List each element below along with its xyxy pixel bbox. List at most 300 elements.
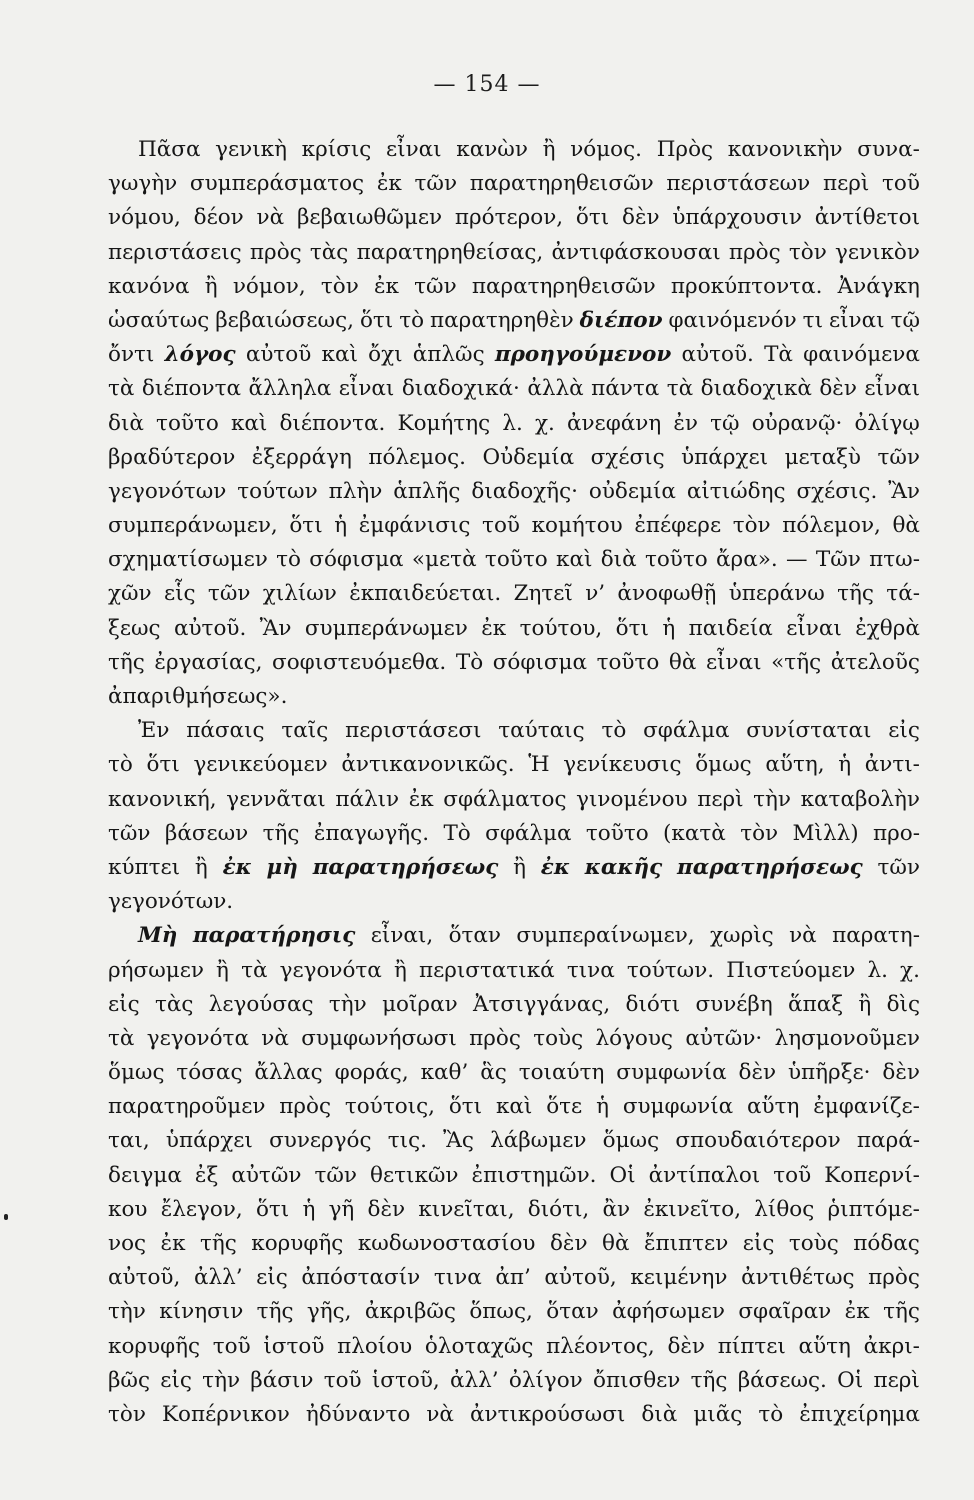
word: τις. [387, 1128, 427, 1154]
word: ἀντίπαλοι [648, 1162, 761, 1188]
word: ἐπιστημῶν. [471, 1162, 597, 1188]
word: διαδοχικὰ [700, 376, 812, 402]
word: αὐτῶν· [685, 1025, 763, 1051]
word: πλέοντος, [546, 1333, 655, 1359]
word: ἐκ [481, 615, 507, 641]
word: ἱστοῦ, [371, 1367, 440, 1393]
word: λάβωμεν [490, 1128, 587, 1154]
word: πρὸς [868, 1265, 920, 1291]
word: ταύταις [498, 718, 585, 744]
word: γεγονότα [146, 1025, 249, 1051]
word: τὸν [788, 239, 827, 265]
text-line [108, 577, 920, 611]
word: τῶν [877, 444, 920, 470]
word: συνίσταται [746, 718, 872, 744]
word: παρατηρήσεως [677, 854, 863, 880]
word: τὴν [202, 1367, 241, 1393]
word: τῶν [414, 273, 457, 299]
word: τόσας [176, 1060, 243, 1086]
word: Οὐδεμία [482, 444, 575, 470]
word: δὲν [667, 1333, 706, 1359]
word: παρά- [856, 1128, 920, 1154]
text-line [108, 236, 920, 270]
word: προ- [873, 820, 920, 846]
word: λ. [502, 410, 523, 436]
word: ἃς [480, 1060, 507, 1086]
word: τῶν [414, 171, 458, 197]
word: φαινόμενα [803, 342, 920, 368]
word: νος [108, 1231, 147, 1256]
word: αὐτοῦ [245, 342, 312, 368]
word: τὰ [666, 376, 694, 402]
word: πρὸς [728, 239, 781, 265]
word: ὅτι [146, 752, 180, 778]
word: συνέβη [695, 991, 773, 1017]
word: τοῦ [212, 1333, 251, 1359]
word: ἡ [838, 752, 852, 778]
word: βεβαιωθῶμεν [296, 205, 443, 231]
word: δὲν [622, 205, 660, 231]
word: γῆ [328, 1196, 355, 1222]
word: προκύπτοντα. [670, 273, 823, 299]
word: τὰς [309, 239, 349, 265]
word: ὅπως, [469, 1299, 533, 1325]
word: κανόνα [108, 273, 190, 299]
word: λεγούσας [208, 991, 314, 1017]
word: οὐδεμία [588, 478, 676, 504]
word: ἀπόστασίν [301, 1265, 421, 1291]
word: καὶ [495, 1094, 533, 1120]
word: δὲν [882, 1060, 920, 1086]
word: ἀλλ’ [450, 1367, 499, 1393]
text-line [108, 1364, 920, 1398]
word: ἐργασίας, [154, 649, 263, 675]
text-line [108, 612, 920, 646]
word: τῆς [690, 1367, 728, 1393]
word: ἀντι- [864, 752, 920, 778]
word: κειμένην [630, 1265, 728, 1291]
text-line [108, 372, 920, 406]
text-line [108, 407, 920, 441]
text-line [108, 1227, 920, 1261]
text-line [108, 680, 920, 714]
word: αὕτη, [765, 752, 825, 778]
text-line [108, 919, 920, 953]
word: νὰ [256, 205, 285, 231]
word: Οἱ [837, 1367, 864, 1393]
word: βάσεων [164, 820, 249, 846]
word: ἢ [393, 957, 407, 983]
word: διότι, [527, 1196, 590, 1222]
word: «τῆς [771, 649, 822, 675]
word: περιστατικά [418, 957, 555, 983]
word: ἐμφανίζε- [813, 1094, 920, 1120]
word: περὶ [697, 786, 744, 812]
word: ἐχθρὰ [855, 615, 920, 641]
word: Πιστεύομεν [726, 957, 856, 983]
word: ἄλληλα [248, 376, 332, 402]
word: τὸ [601, 718, 627, 744]
word: τοὺς [533, 1025, 584, 1051]
text-line [108, 304, 920, 338]
word: αὐτοῦ, [108, 1265, 181, 1291]
word: συνεργός [269, 1128, 372, 1154]
text-line [108, 851, 920, 885]
word: ὅτι [448, 1094, 483, 1120]
word: τῆς [199, 1231, 237, 1256]
word: τοῦτο [585, 820, 649, 846]
word: ἱστοῦ [263, 1333, 325, 1359]
word: ὡσαύτως [108, 307, 210, 333]
word: περὶ [822, 171, 870, 197]
word: λίθος [754, 1196, 815, 1222]
word: τὰ [108, 376, 135, 402]
word: ται, [108, 1128, 150, 1154]
word: σφάλμα [643, 718, 730, 744]
word: περιστάσεων [666, 171, 811, 197]
word: «μετὰ [411, 547, 477, 573]
word: γενικεύομεν [193, 752, 328, 778]
text-line [108, 1398, 920, 1432]
word: σπουδαιότερον [675, 1128, 841, 1154]
word: χιλίων [262, 581, 337, 607]
word: τὴν [328, 991, 367, 1017]
word: ἀντικρούσωσι [469, 1401, 626, 1427]
text-line [108, 748, 920, 782]
word: σχέσις. [796, 478, 878, 504]
word: τὰ [241, 957, 268, 983]
word: ξεως [108, 615, 161, 641]
word: γεννᾶται [226, 786, 326, 812]
word: βῶς [108, 1367, 151, 1393]
word: ὅμως [108, 1060, 165, 1086]
word: ἀτελοῦς [830, 649, 920, 675]
word: μοῖραν [382, 991, 458, 1017]
word: συμπεράνωμεν, [108, 513, 278, 539]
word: γεγονότα [279, 957, 382, 983]
word: αὕτη [747, 1094, 800, 1120]
word: ἡ [662, 615, 676, 641]
word: εἰς [888, 718, 920, 744]
word: ὑπάρχει [681, 444, 769, 470]
word: πτω- [869, 547, 920, 573]
word: ἐκ [160, 1231, 186, 1256]
word: φαινόμενόν [668, 307, 797, 333]
word: συνα- [857, 137, 920, 162]
word: φοράς, [334, 1060, 409, 1086]
word: εἶναι [338, 376, 395, 402]
word: εἶναι [705, 649, 762, 675]
word: παρατηρηθεισῶν [469, 171, 654, 197]
word: ἀπαριθμήσεως». [108, 684, 288, 709]
word: κύπτει [108, 854, 181, 880]
word: πρότερον, [454, 205, 564, 231]
word: γενίκευσις [563, 752, 682, 778]
word: ἐκ [222, 854, 252, 880]
word: γωγὴν [108, 171, 178, 197]
word: ὑπῆρξε· [787, 1060, 871, 1086]
word: τὸ [399, 307, 425, 333]
word: εἶναι [828, 307, 885, 333]
word: γεγονότων. [108, 889, 234, 915]
word: ἁπλῆς [393, 478, 461, 504]
word: τὰ [108, 1025, 135, 1051]
word: ἐπιχείρημα [799, 1401, 920, 1427]
word: τοῦ [482, 513, 520, 539]
word: ἀπ’ [495, 1265, 531, 1291]
word: πόδας [853, 1231, 920, 1256]
text-line [108, 509, 920, 543]
word: ὀλίγῳ [854, 410, 920, 436]
word: καὶ [230, 410, 268, 436]
word: διέποντα [141, 376, 241, 402]
text-line [108, 1090, 920, 1124]
word: εἷς [163, 581, 196, 607]
word: ἐξ [194, 1162, 219, 1188]
word: θετικῶν [370, 1162, 459, 1188]
word: σχηματίσωμεν [108, 547, 268, 573]
word: αὕτη [798, 1333, 851, 1359]
word: (κατὰ [663, 820, 726, 846]
word: ἄλλας [254, 1060, 323, 1086]
word: πρὸς [469, 1025, 521, 1051]
word: προηγούμενον [494, 342, 672, 368]
word: τὸ [108, 752, 133, 778]
word: ἀντιφάσκουσαι [551, 239, 721, 265]
word: εἰς [742, 1231, 775, 1256]
word: ἀκρι- [863, 1333, 920, 1359]
word: Ἐν [138, 718, 170, 744]
word: δὲν [549, 1231, 588, 1256]
word: ὄχι [368, 342, 403, 368]
word: πάσαις [186, 718, 265, 744]
text-line [108, 338, 920, 372]
word: ὄντι [108, 342, 155, 368]
word: νὰ [426, 1401, 454, 1427]
word: τῷ [890, 307, 920, 333]
word: τοῦτο [644, 547, 708, 573]
word: ἐκ [376, 171, 402, 197]
text-line [108, 167, 920, 201]
word: δὲν [819, 376, 857, 402]
text-line [108, 133, 920, 167]
word: παρατη- [832, 923, 920, 949]
word: λ. [867, 957, 888, 983]
body-text [108, 133, 920, 1432]
word: διὰ [600, 547, 637, 573]
word: ἢ [204, 273, 218, 299]
word: ἐπαγωγῆς. [313, 820, 430, 846]
word: τινα [566, 957, 615, 983]
word: ὅταν [546, 1299, 599, 1325]
word: γινομένου [576, 786, 688, 812]
word: γεγονότων [108, 478, 227, 504]
word: παρατηρήσεως [312, 854, 499, 880]
word: σφαῖραν [738, 1299, 832, 1325]
word: διότι [625, 991, 681, 1017]
word: ὑπάρχουσιν [672, 205, 802, 231]
word: νόμον, [232, 273, 306, 299]
text-line [108, 1330, 920, 1364]
word: Οἱ [609, 1162, 636, 1188]
word: οὐρανῷ· [751, 410, 843, 436]
word: ἐπέφερε [634, 513, 722, 539]
word: αὐτοῦ. [173, 615, 247, 641]
word: Τῶν [815, 547, 861, 573]
word: σφάλματος [443, 786, 567, 812]
word: ἢ [858, 991, 872, 1017]
word: κρίσις [301, 137, 372, 162]
word: συμπεράνωμεν [304, 615, 468, 641]
word: εἰς [108, 991, 140, 1017]
word: ἢ [194, 854, 208, 880]
word: γενικὴ [215, 137, 287, 162]
word: ἐκπαιδεύεται. [349, 581, 502, 607]
word: καθ’ [420, 1060, 469, 1086]
word: Ἂς [443, 1128, 474, 1154]
word: ἔλεγον, [160, 1196, 243, 1222]
word: διὰ [641, 1401, 678, 1427]
word: εἰς [256, 1265, 288, 1291]
word: ὑπεράνω [728, 581, 825, 607]
word: συμφωνία [622, 1094, 734, 1120]
word: Τὰ [764, 342, 793, 368]
text-line [108, 475, 920, 509]
word: θὰ [668, 649, 697, 675]
word: ἐμφάνισις [358, 513, 471, 539]
word: ἐξερράγη [251, 444, 352, 470]
text-line [108, 543, 920, 577]
word: ῥιπτόμε- [827, 1196, 920, 1222]
word: νόμος. [570, 137, 642, 162]
word: ν’ [585, 581, 606, 607]
word: πρὸς [279, 1094, 332, 1120]
word: πρὸς [249, 239, 302, 265]
word: τοῦ [882, 171, 920, 197]
word: τῆς [262, 820, 300, 846]
word: Κοπερνί- [824, 1162, 920, 1188]
word: τὰς [154, 991, 194, 1017]
word: χ. [900, 957, 920, 983]
word: ρήσωμεν [108, 957, 204, 983]
word: βραδύτερον [108, 444, 236, 470]
word: κινεῖται, [418, 1196, 515, 1222]
word: ὅτε [546, 1094, 583, 1120]
word: παιδεία [688, 615, 773, 641]
word: Πρὸς [656, 137, 714, 162]
word: κανονικὴν [727, 137, 843, 162]
word: ἀνεφάνη [566, 410, 662, 436]
word: πάλιν [335, 786, 400, 812]
word: τὸ [276, 547, 301, 573]
word: ἄρα». [716, 547, 778, 573]
word: βάσιν [250, 1367, 314, 1393]
text-line [108, 270, 920, 304]
word: ὅτι [575, 205, 610, 231]
word: χῶν [108, 581, 152, 607]
word: περιστάσεσι [345, 718, 482, 744]
word: ἀλλὰ [527, 376, 584, 402]
word: σόφισμα [492, 649, 588, 675]
word: γενικὸν [835, 239, 920, 265]
word: λησμονοῦμεν [774, 1025, 920, 1051]
word: ἠδύναντο [305, 1401, 411, 1427]
word: πόλεμος. [368, 444, 466, 470]
word: τι [802, 307, 823, 333]
word: κου [108, 1196, 148, 1222]
word: ἡ [334, 513, 348, 539]
word: Τὸ [455, 649, 484, 675]
word: παρατηρηθὲν [430, 307, 574, 333]
word: θὰ [602, 1231, 630, 1256]
word: συμφωνία [616, 1060, 727, 1086]
word: κακῆς [584, 854, 663, 880]
word: τῆς [256, 1299, 294, 1325]
word: δὶς [886, 991, 920, 1017]
text-line [108, 1261, 920, 1295]
word: μεταξὺ [784, 444, 861, 470]
word: ἀκριβῶς [364, 1299, 456, 1325]
word: τῷ [710, 410, 740, 436]
word: δὲν [738, 1060, 777, 1086]
text-line [108, 988, 920, 1022]
word: τῶν [877, 854, 920, 880]
word: ὅτι [255, 1196, 290, 1222]
word: Μὴ [138, 923, 178, 949]
word: καὶ [556, 547, 593, 573]
word: παρατήρησις [192, 923, 356, 949]
word: περιστάσεις [108, 239, 242, 265]
word: ἐκ [844, 1299, 870, 1325]
word: τοῦ [323, 1367, 362, 1393]
word: τὸ [758, 1401, 784, 1427]
word: ἡ [596, 1094, 609, 1120]
page-number: — 154 — [433, 72, 541, 97]
word: τὴν [108, 1299, 146, 1325]
word: γῆς, [306, 1299, 352, 1325]
word: πλοίου [337, 1333, 413, 1359]
word: Τὸ [443, 820, 471, 846]
word: τῶν [314, 1162, 357, 1188]
text-line [108, 1295, 920, 1329]
word: νὰ [789, 923, 817, 949]
text-line [108, 1193, 920, 1227]
word: τῆς [837, 581, 874, 607]
word: ἢ [542, 137, 556, 162]
word: ἀνοφωθῇ [617, 581, 717, 607]
word: ἐκ [540, 854, 570, 880]
word: ὅμως [695, 752, 752, 778]
word: ἢ [513, 854, 526, 880]
word: τῆς [883, 1299, 920, 1325]
word: ὅτι [615, 615, 649, 641]
word: θὰ [892, 513, 920, 539]
text-line [108, 201, 920, 235]
word: — [786, 547, 808, 573]
text-line [108, 1124, 920, 1158]
text-line [108, 1159, 920, 1193]
word: ἡ [302, 1196, 316, 1222]
word: ἀφήσωμεν [612, 1299, 725, 1325]
word: τὸν [732, 513, 771, 539]
word: τὸν [108, 1401, 146, 1427]
word: ὅτι [289, 513, 323, 539]
text-line [108, 954, 920, 988]
word: παρατηροῦμεν [108, 1094, 266, 1120]
word: τὸν [320, 273, 359, 299]
word: διέπον [579, 307, 663, 333]
text-line [108, 714, 920, 748]
